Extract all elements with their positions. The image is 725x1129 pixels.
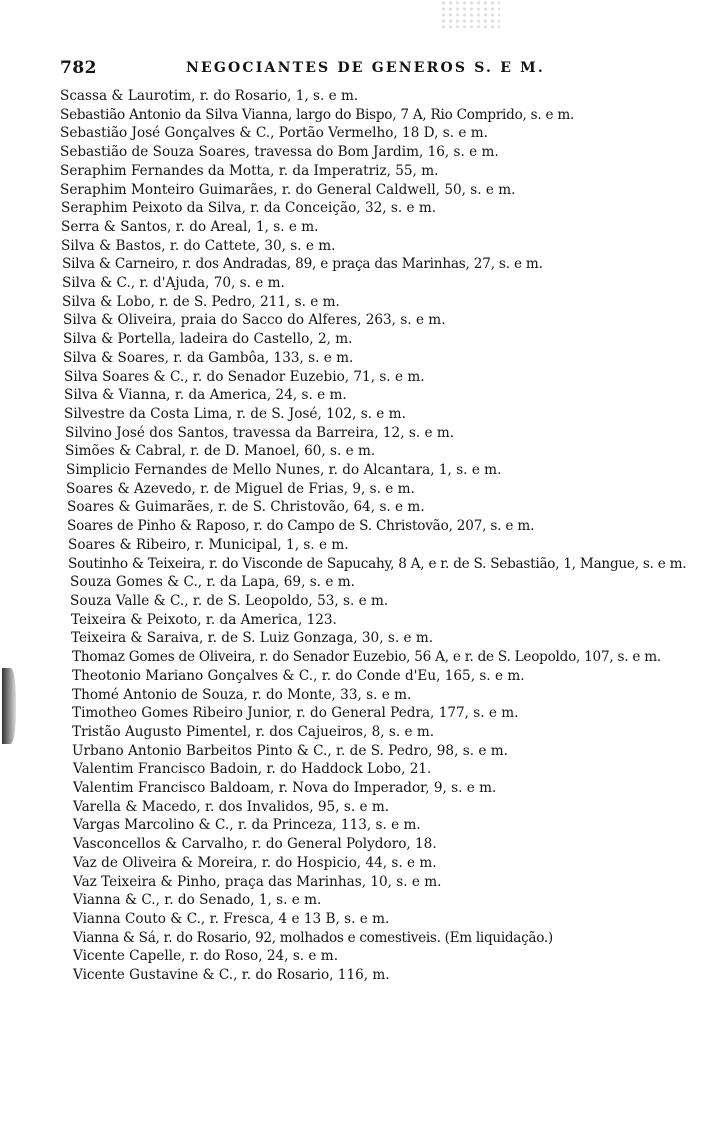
directory-entry: Soutinho & Teixeira, r. do Visconde de Sapucahy, 8 A, e r. de S. Sebastião, 1, Mangue, s. e m. <box>68 555 687 572</box>
directory-entry: Urbano Antonio Barbeitos Pinto & C., r. de S. Pedro, 98, s. e m. <box>72 742 508 759</box>
directory-entry: Vianna & C., r. do Senado, 1, s. e m. <box>73 892 322 909</box>
directory-entry: Timotheo Gomes Ribeiro Junior, r. do General Pedra, 177, s. e m. <box>72 705 519 722</box>
directory-entry: Soares & Azevedo, r. de Miguel de Frias, 9, s. e m. <box>66 480 415 497</box>
directory-entry: Silva & Vianna, r. da America, 24, s. e m. <box>64 387 347 404</box>
directory-list <box>0 87 725 985</box>
directory-entry: Sebastião José Gonçalves & C., Portão Vermelho, 18 D, s. e m. <box>60 125 488 142</box>
directory-entry: Silva & Bastos, r. do Cattete, 30, s. e m. <box>61 237 336 254</box>
directory-entry: Scassa & Laurotim, r. do Rosario, 1, s. e m. <box>60 88 359 104</box>
directory-entry: Valentim Francisco Baldoam, r. Nova do Imperador, 9, s. e m. <box>73 780 497 797</box>
directory-entry: Seraphim Peixoto da Silva, r. da Conceição, 32, s. e m. <box>61 200 437 217</box>
directory-entry: Simões & Cabral, r. de D. Manoel, 60, s. e m. <box>65 443 376 460</box>
directory-entry: Silva & Oliveira, praia do Sacco do Alferes, 263, s. e m. <box>63 312 446 329</box>
directory-entry: Teixeira & Peixoto, r. da America, 123. <box>71 611 337 628</box>
directory-entry: Vicente Gustavine & C., r. do Rosario, 116, m. <box>73 967 390 984</box>
directory-entry: Simplicio Fernandes de Mello Nunes, r. do Alcantara, 1, s. e m. <box>66 462 502 479</box>
directory-entry: Vicente Capelle, r. do Roso, 24, s. e m. <box>73 948 339 965</box>
directory-entry: Silva & Portella, ladeira do Castello, 2, m. <box>63 331 353 348</box>
directory-entry: Sebastião Antonio da Silva Vianna, largo do Bispo, 7 A, Rio Comprido, s. e m. <box>60 106 575 123</box>
directory-entry: Theotonio Mariano Gonçalves & C., r. do Conde d'Eu, 165, s. e m. <box>72 667 525 684</box>
directory-entry: Silva & Lobo, r. de S. Pedro, 211, s. e m. <box>62 293 340 310</box>
directory-entry: Seraphim Monteiro Guimarães, r. do General Caldwell, 50, s. e m. <box>60 181 516 198</box>
directory-entry: Silva Soares & C., r. do Senador Euzebio, 71, s. e m. <box>64 368 425 385</box>
directory-entry: Vasconcellos & Carvalho, r. do General Polydoro, 18. <box>73 836 437 853</box>
directory-entry: Silva & Carneiro, r. dos Andradas, 89, e praça das Marinhas, 27, s. e m. <box>62 256 543 273</box>
directory-entry: Thomé Antonio de Souza, r. do Monte, 33, s. e m. <box>72 686 412 703</box>
directory-entry: Varella & Macedo, r. dos Invalidos, 95, s. e m. <box>73 798 390 815</box>
directory-entry: Teixeira & Saraiva, r. de S. Luiz Gonzaga, 30, s. e m. <box>71 630 434 647</box>
directory-entry: Soares & Guimarães, r. de S. Christovão, 64, s. e m. <box>67 499 425 516</box>
directory-entry: Souza Valle & C., r. de S. Leopoldo, 53, s. e m. <box>70 592 389 609</box>
print-speck <box>440 0 500 28</box>
directory-entry: Vianna & Sá, r. do Rosario, 92, molhados e comestiveis. (Em liquidação.) <box>73 929 553 946</box>
directory-entry: Vianna Couto & C., r. Fresca, 4 e 13 B, s. e m. <box>73 910 390 927</box>
directory-entry: Vaz Teixeira & Pinho, praça das Marinhas, 10, s. e m. <box>73 873 442 890</box>
directory-entry: Sebastião de Souza Soares, travessa do Bom Jardim, 16, s. e m. <box>60 144 499 161</box>
directory-entry: Silva & C., r. d'Ajuda, 70, s. e m. <box>62 275 285 292</box>
directory-entry: Seraphim Fernandes da Motta, r. da Imperatriz, 55, m. <box>60 162 439 179</box>
page-number: 782 <box>60 58 97 78</box>
directory-entry: Vargas Marcolino & C., r. da Princeza, 113, s. e m. <box>73 817 421 834</box>
directory-entry: Thomaz Gomes de Oliveira, r. do Senador Euzebio, 56 A, e r. de S. Leopoldo, 107, s. e m. <box>72 649 661 666</box>
directory-entry: Silvino José dos Santos, travessa da Barreira, 12, s. e m. <box>65 424 455 441</box>
directory-entry: Serra & Santos, r. do Areal, 1, s. e m. <box>61 218 319 235</box>
directory-entry: Silva & Soares, r. da Gambôa, 133, s. e m. <box>63 349 354 366</box>
directory-entry: Souza Gomes & C., r. da Lapa, 69, s. e m. <box>70 574 355 591</box>
directory-entry: Soares de Pinho & Raposo, r. do Campo de S. Christovão, 207, s. e m. <box>67 518 535 535</box>
running-head: NEGOCIANTES DE GENEROS S. E M. <box>186 60 545 76</box>
directory-entry: Vaz de Oliveira & Moreira, r. do Hospicio, 44, s. e m. <box>73 854 437 871</box>
directory-entry: Silvestre da Costa Lima, r. de S. José, 102, s. e m. <box>64 405 406 422</box>
directory-entry: Valentim Francisco Badoin, r. do Haddock Lobo, 21. <box>73 761 432 778</box>
directory-entry: Tristão Augusto Pimentel, r. dos Cajueiros, 8, s. e m. <box>72 723 435 740</box>
page-header <box>60 58 700 82</box>
directory-entry: Soares & Ribeiro, r. Municipal, 1, s. e m. <box>68 536 349 553</box>
